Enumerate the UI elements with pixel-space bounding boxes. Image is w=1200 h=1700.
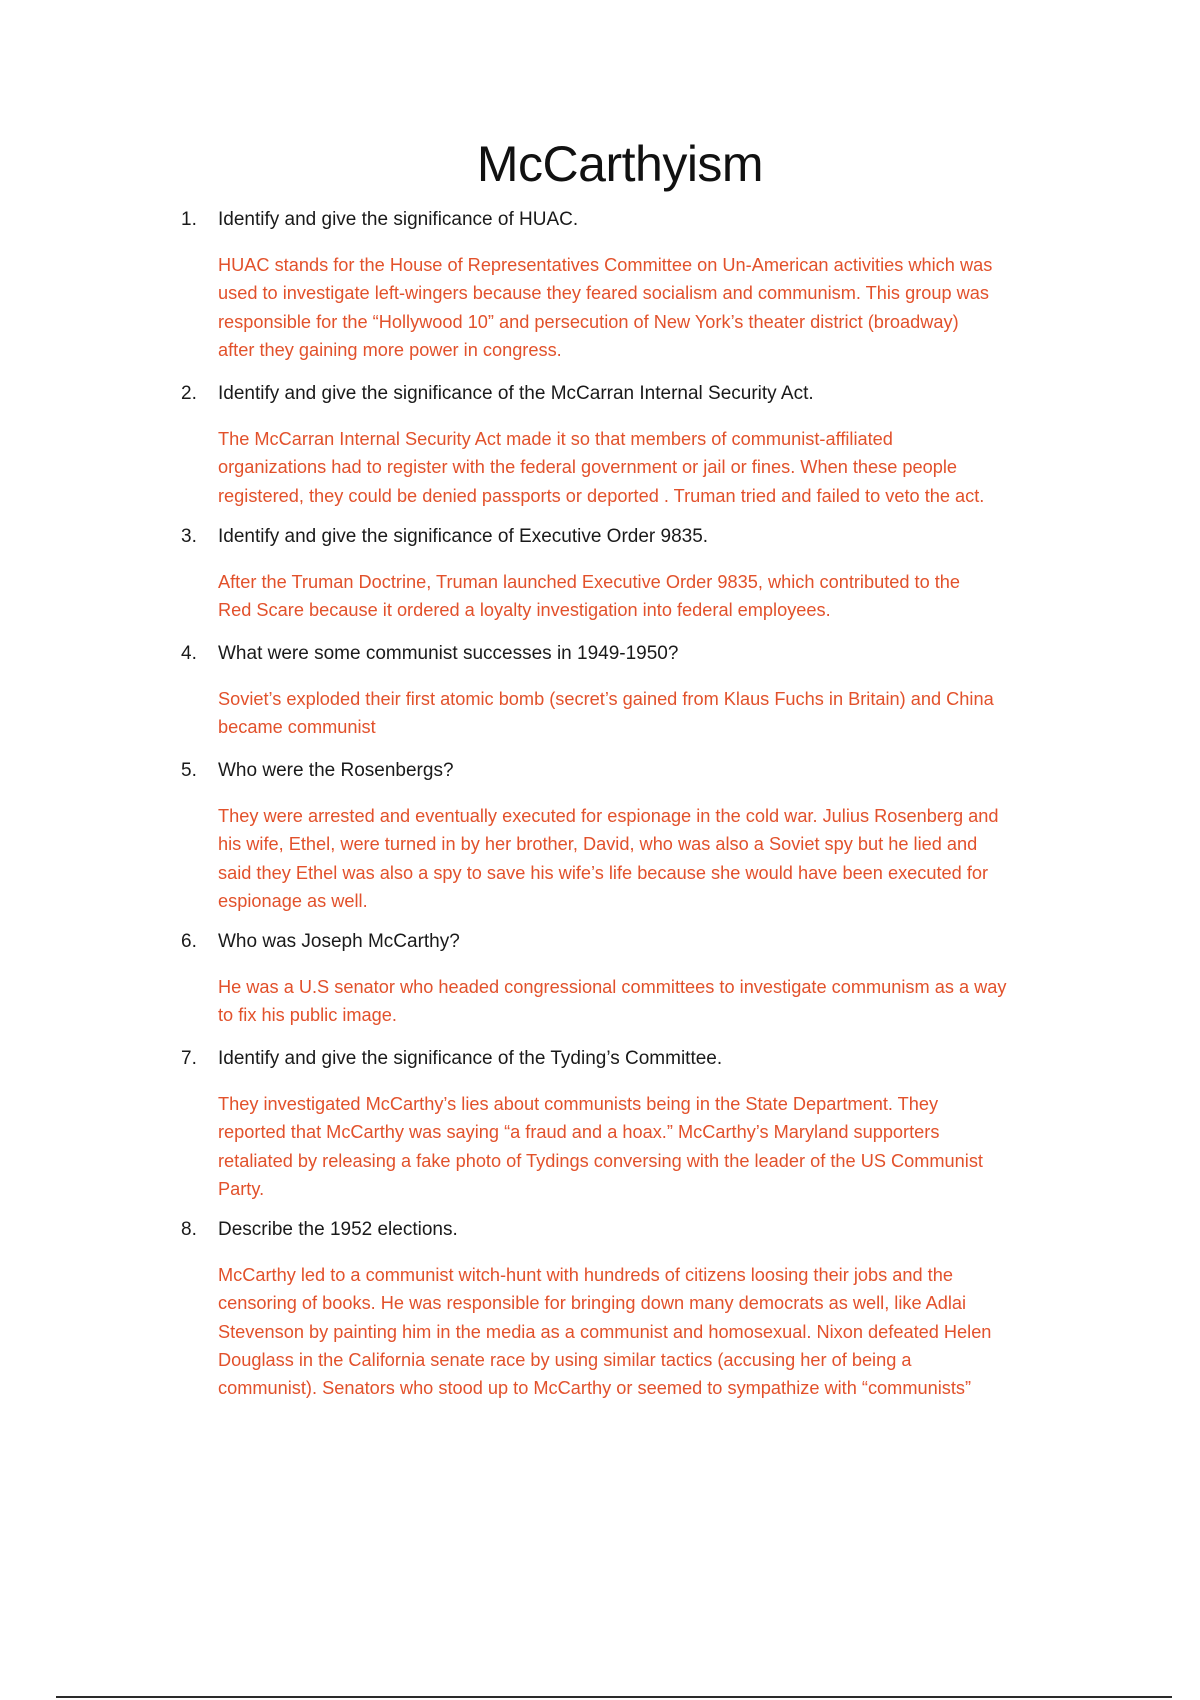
answer-line: The McCarran Internal Security Act made it so that members of communist-affiliated xyxy=(218,429,893,449)
answer-line: Soviet’s exploded their first atomic bomb (secret’s gained from Klaus Fuchs in Britain) and China xyxy=(218,689,994,709)
answer-line: After the Truman Doctrine, Truman launched Executive Order 9835, which contributed to the xyxy=(218,572,961,592)
answer-line: McCarthy led to a communist witch-hunt with hundreds of citizens loosing their jobs and the xyxy=(218,1265,953,1285)
question-number: 6. xyxy=(181,931,197,952)
answer-line: responsible for the “Hollywood 10” and persecution of New York’s theater district (broadway) xyxy=(218,311,959,332)
answer-line: organizations had to register with the federal government or jail or fines. When these people xyxy=(218,457,958,478)
answer-text xyxy=(218,1090,1098,1203)
answer-line: HUAC stands for the House of Representatives Committee on Un-American activities which was xyxy=(218,255,993,275)
answer-line: retaliated by releasing a fake photo of Tydings conversing with the leader of the US Communist xyxy=(218,1150,983,1171)
answer-text xyxy=(218,973,1098,1030)
answer-line: to fix his public image. xyxy=(218,1005,397,1026)
answer-text xyxy=(218,425,1098,510)
question-number: 1. xyxy=(181,209,197,230)
answer-line: censoring of books. He was responsible for bringing down many democrats as well, like Adlai xyxy=(218,1293,967,1314)
answer-line: They were arrested and eventually executed for espionage in the cold war. Julius Rosenberg and xyxy=(218,806,999,826)
answer-line: Red Scare because it ordered a loyalty investigation into federal employees. xyxy=(218,600,831,621)
question-text: Describe the 1952 elections. xyxy=(218,1219,458,1240)
question-text: Identify and give the significance of the McCarran Internal Security Act. xyxy=(218,383,814,404)
question-number: 4. xyxy=(181,643,197,664)
answer-text xyxy=(218,251,1098,364)
answer-line: said they Ethel was also a spy to save his wife’s life because she would have been executed for xyxy=(218,862,989,883)
question-number: 2. xyxy=(181,383,197,404)
answer-line: communist). Senators who stood up to McCarthy or seemed to sympathize with “communists” xyxy=(218,1378,972,1399)
answer-line: Party. xyxy=(218,1178,265,1199)
answer-text xyxy=(218,802,1098,915)
answer-line: Stevenson by painting him in the media as a communist and homosexual. Nixon defeated Helen xyxy=(218,1321,992,1342)
answer-text xyxy=(218,568,1098,625)
question-text: Identify and give the significance of HUAC. xyxy=(218,209,579,230)
answer-line: used to investigate left-wingers because they feared socialism and communism. This group was xyxy=(218,283,989,304)
answer-line: became communist xyxy=(218,717,376,738)
question-text: Who were the Rosenbergs? xyxy=(218,760,454,781)
answer-line: He was a U.S senator who headed congressional committees to investigate communism as a way xyxy=(218,977,1007,997)
answer-text xyxy=(218,1261,1098,1402)
question-number: 3. xyxy=(181,526,197,547)
answer-line: registered, they could be denied passports or deported . Truman tried and failed to veto the act. xyxy=(218,485,985,506)
question-text: Identify and give the significance of Executive Order 9835. xyxy=(218,526,709,547)
page-title: McCarthyism xyxy=(476,136,764,192)
answer-line: Douglass in the California senate race by using similar tactics (accusing her of being a xyxy=(218,1349,912,1370)
question-text: Who was Joseph McCarthy? xyxy=(218,931,460,952)
question-number: 5. xyxy=(181,760,197,781)
question-number: 8. xyxy=(181,1219,197,1240)
question-number: 7. xyxy=(181,1048,197,1069)
answer-line: after they gaining more power in congress. xyxy=(218,339,562,360)
answer-line: his wife, Ethel, were turned in by her brother, David, who was also a Soviet spy but he lied and xyxy=(218,834,978,855)
answer-line: They investigated McCarthy’s lies about communists being in the State Department. They xyxy=(218,1094,939,1114)
bottom-divider xyxy=(56,1696,1172,1698)
answer-line: espionage as well. xyxy=(218,890,368,911)
answer-text xyxy=(218,685,1098,742)
question-text: Identify and give the significance of the Tyding’s Committee. xyxy=(218,1048,723,1069)
question-text: What were some communist successes in 1949-1950? xyxy=(218,643,679,664)
answer-line: reported that McCarthy was saying “a fraud and a hoax.” McCarthy’s Maryland supporters xyxy=(218,1122,940,1143)
